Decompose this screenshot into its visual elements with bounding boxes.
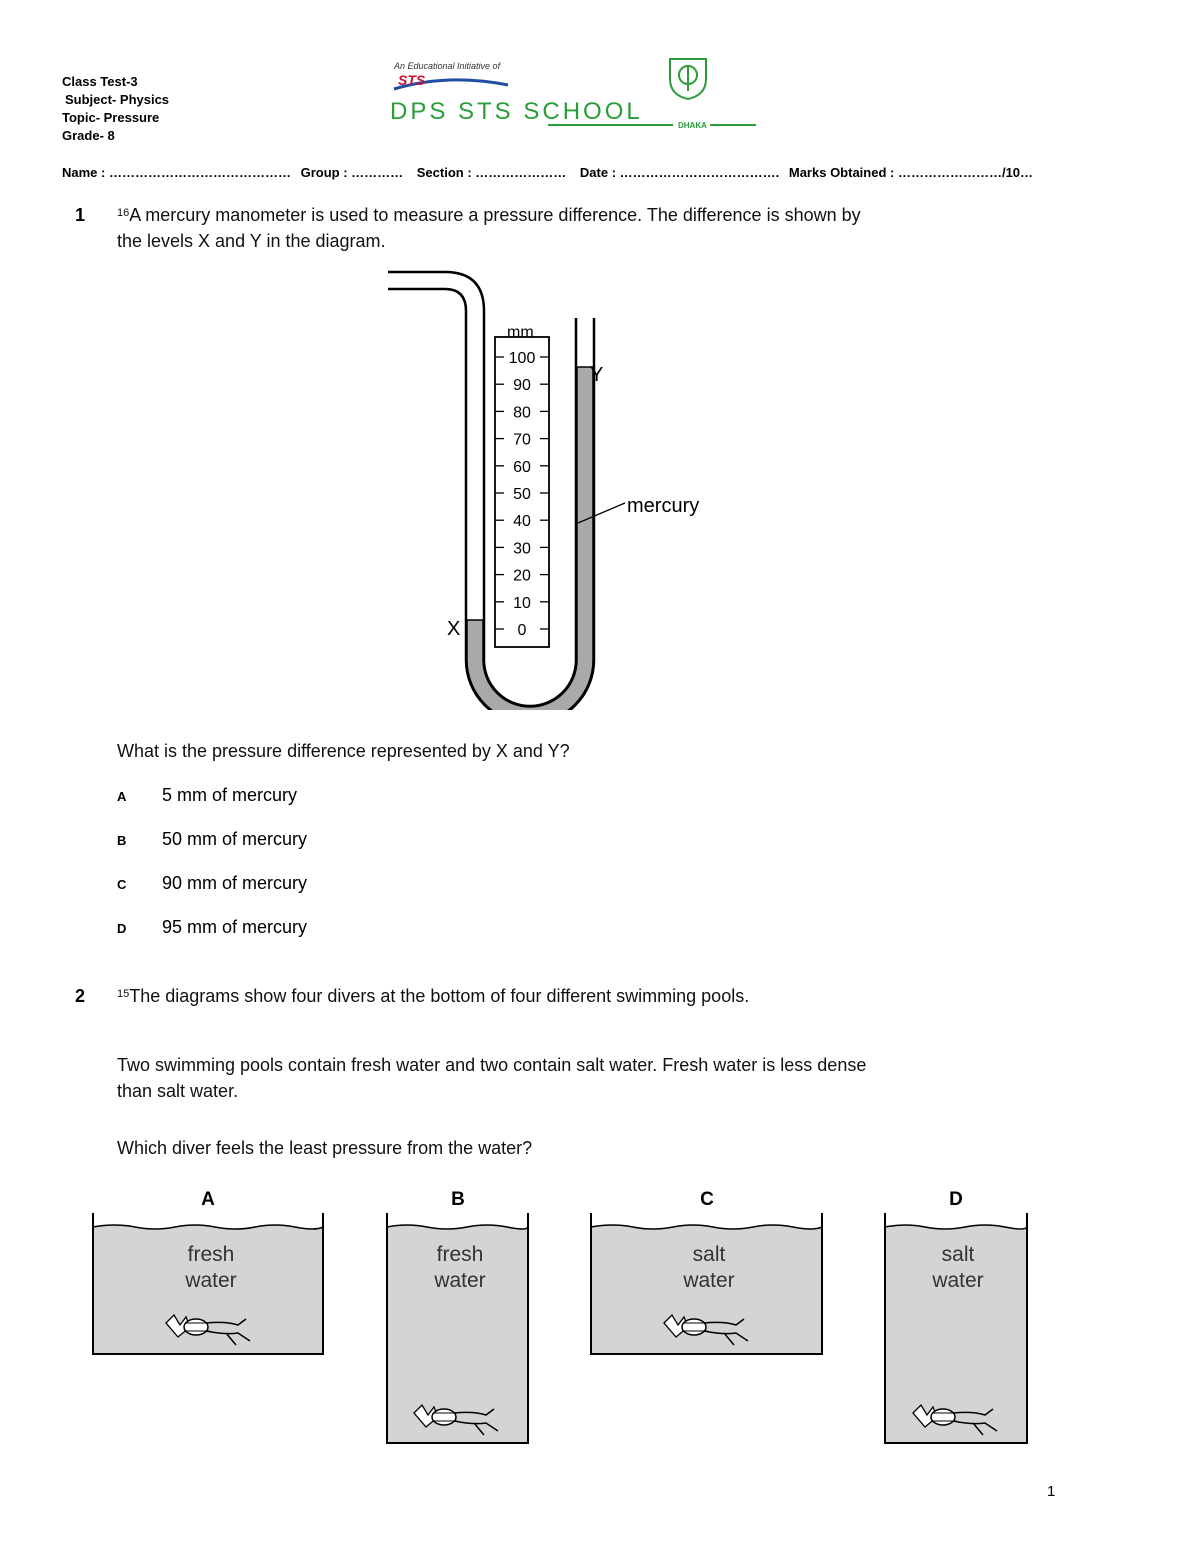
option-text: 95 mm of mercury	[162, 917, 308, 937]
marks-field[interactable]: Marks Obtained : ……………………/10…	[788, 165, 1034, 180]
water-label-line2: water	[683, 1269, 735, 1292]
topic-label: Topic- Pressure	[62, 110, 160, 125]
header-info	[62, 73, 169, 145]
logo-school-name: DPS STS SCHOOL	[390, 98, 643, 125]
q2-number: 2	[75, 986, 86, 1006]
scale-unit: mm	[507, 324, 534, 341]
q2-paragraph	[117, 1052, 1077, 1104]
logo-city: DHAKA	[678, 121, 707, 130]
name-field[interactable]: Name : ……………………………………	[62, 165, 291, 180]
option-text: 5 mm of mercury	[162, 785, 298, 805]
option-text: 50 mm of mercury	[162, 829, 308, 849]
scale-tick-label: 70	[513, 431, 531, 449]
manometer-diagram	[380, 265, 740, 710]
school-logo	[388, 55, 768, 135]
q1-text	[117, 202, 1077, 254]
pool-b[interactable]	[387, 1189, 528, 1443]
water-label-line1: fresh	[187, 1243, 235, 1266]
pools-diagram	[0, 1180, 1200, 1455]
group-field[interactable]: Group : …………	[300, 165, 404, 180]
option-text: 90 mm of mercury	[162, 873, 308, 893]
logo-tagline: An Educational Initiative of	[394, 61, 501, 71]
date-field[interactable]: Date : ……………………………….	[579, 165, 780, 180]
label-y: Y	[590, 364, 604, 386]
option-b[interactable]	[117, 829, 307, 873]
q1-text-line2: the levels X and Y in the diagram.	[117, 231, 386, 251]
scale-tick-label: 60	[513, 458, 531, 476]
option-c[interactable]	[117, 873, 307, 917]
scale-tick-label: 30	[513, 540, 531, 558]
q1-ref: 16	[117, 207, 130, 219]
option-letter: A	[117, 789, 127, 804]
student-fields-row	[62, 165, 1142, 180]
option-d[interactable]	[117, 917, 307, 961]
option-a[interactable]	[117, 785, 307, 829]
pool-c[interactable]	[591, 1189, 822, 1354]
scale-tick-label: 80	[513, 404, 531, 422]
water-label-line2: water	[185, 1269, 237, 1292]
pool-letter: C	[700, 1189, 714, 1210]
scale-tick-label: 20	[513, 567, 531, 585]
page-number: 1	[1047, 1483, 1056, 1500]
manometer-tube	[388, 272, 594, 710]
scale-tick-label: 90	[513, 377, 531, 395]
option-letter: C	[117, 877, 127, 892]
q2-text-line: The diagrams show four divers at the bottom of four different swimming pools.	[129, 986, 750, 1006]
grade-label: Grade- 8	[62, 128, 115, 143]
q2-text	[117, 983, 1077, 1009]
pool-d[interactable]	[885, 1189, 1027, 1443]
scale-tick-label: 100	[508, 350, 536, 367]
q2-para-line1: Two swimming pools contain fresh water and two contain salt water. Fresh water is less dense	[117, 1055, 867, 1075]
option-letter: B	[117, 833, 127, 848]
q1-prompt: What is the pressure difference represented by X and Y?	[117, 741, 570, 761]
water-label-line2: water	[932, 1269, 984, 1292]
scale-tick-label: 10	[513, 594, 531, 612]
q2-ref: 15	[117, 988, 130, 1000]
pool-a[interactable]	[93, 1189, 323, 1354]
q2-para-line2: than salt water.	[117, 1081, 239, 1101]
q1-options	[117, 785, 307, 961]
scale-tick-label: 50	[513, 486, 531, 503]
q1-number: 1	[75, 205, 86, 225]
scale-tick-label: 40	[513, 513, 531, 531]
q2-prompt: Which diver feels the least pressure from the water?	[117, 1138, 533, 1158]
section-field[interactable]: Section : …………………	[416, 165, 567, 180]
class-test-label: Class Test-3	[62, 74, 138, 89]
logo-crest-icon	[670, 59, 706, 99]
water-label-line1: salt	[692, 1243, 726, 1266]
water-label-line2: water	[434, 1269, 486, 1292]
pool-letter: A	[201, 1189, 215, 1210]
scale-tick-label: 0	[517, 622, 527, 639]
pool-letter: D	[949, 1189, 963, 1210]
logo-brand: STS	[398, 72, 426, 88]
q1-text-line1: A mercury manometer is used to measure a pressure difference. The difference is shown by	[129, 205, 861, 225]
water-label-line1: fresh	[436, 1243, 484, 1266]
water-label-line1: salt	[941, 1243, 975, 1266]
label-mercury: mercury	[627, 495, 700, 517]
option-letter: D	[117, 921, 127, 936]
subject-label: Subject- Physics	[65, 92, 170, 107]
label-x: X	[447, 618, 461, 640]
school-logo-graphic	[388, 55, 768, 135]
pool-letter: B	[451, 1189, 465, 1210]
